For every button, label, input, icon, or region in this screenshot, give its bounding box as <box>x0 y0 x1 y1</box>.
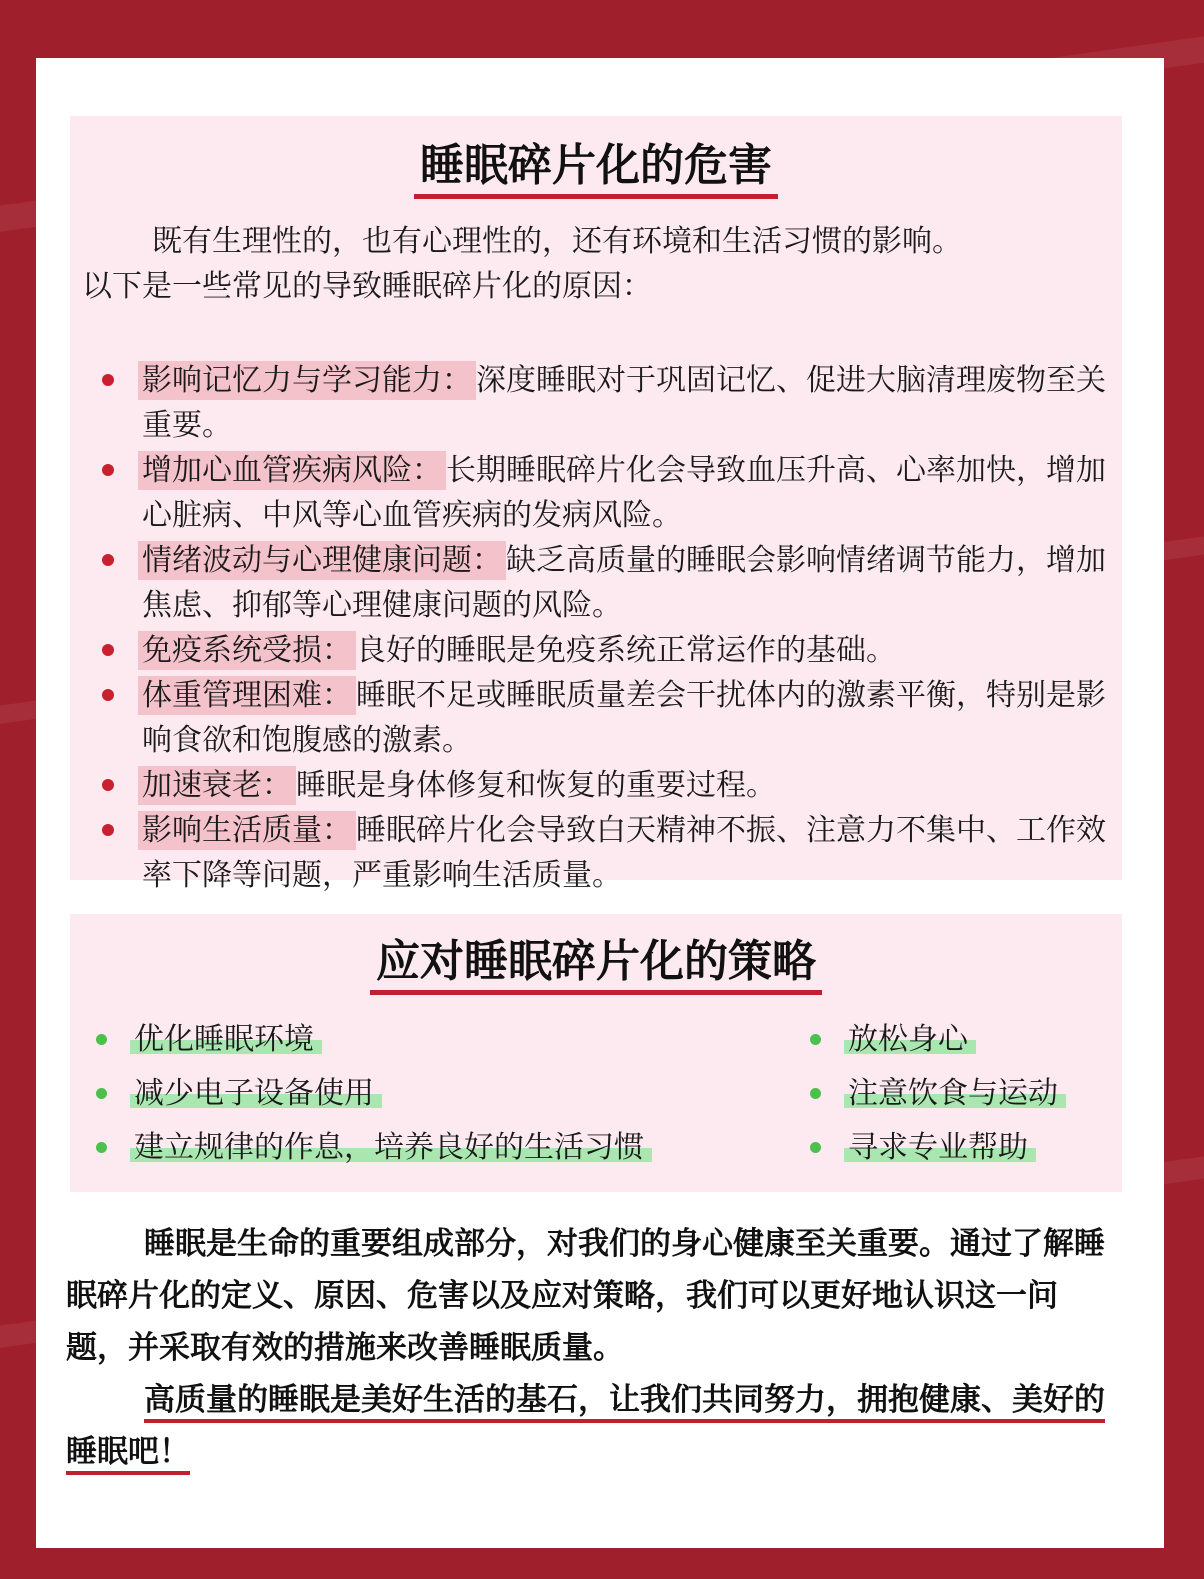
harm-label: 免疫系统受损： <box>138 631 356 670</box>
bullet-dot-icon <box>102 464 114 476</box>
strategies-panel <box>70 914 1122 1192</box>
strategy-text: 优化睡眠环境 <box>130 1022 322 1057</box>
bullet-dot-icon <box>102 689 114 701</box>
strategy-item <box>844 1074 1066 1114</box>
strategy-item <box>844 1128 1036 1168</box>
strategy-text: 注意饮食与运动 <box>844 1076 1066 1111</box>
strategy-item <box>130 1074 382 1114</box>
harm-item <box>70 358 1117 448</box>
strategy-text: 放松身心 <box>844 1022 976 1057</box>
strategy-text: 建立规律的作息，培养良好的生活习惯 <box>130 1130 652 1165</box>
harm-text: 深度睡眠对于巩固记忆、促进大脑清理废物至关重要。 <box>142 363 1106 443</box>
bullet-dot-icon <box>96 1142 107 1153</box>
bullet-dot-icon <box>102 779 114 791</box>
harm-text: 睡眠不足或睡眠质量差会干扰体内的激素平衡，特别是影响食欲和饱腹感的激素。 <box>142 678 1106 758</box>
harm-label: 影响生活质量： <box>138 811 356 850</box>
bullet-dot-icon <box>102 644 114 656</box>
harm-label: 情绪波动与心理健康问题： <box>138 541 506 580</box>
intro-line-1: 既有生理性的，也有心理性的，还有环境和生活习惯的影响。 <box>152 224 962 259</box>
bullet-dot-icon <box>810 1034 821 1045</box>
strategies-title: 应对睡眠碎片化的策略 <box>70 940 1122 995</box>
harm-item <box>70 763 1117 808</box>
harms-title: 睡眠碎片化的危害 <box>70 144 1122 199</box>
bullet-dot-icon <box>102 554 114 566</box>
bullet-dot-icon <box>810 1088 821 1099</box>
harm-label: 影响记忆力与学习能力： <box>138 361 476 400</box>
strategy-item <box>130 1020 322 1060</box>
strategy-item <box>844 1020 976 1060</box>
harm-label: 加速衰老： <box>138 766 296 805</box>
content-card <box>36 58 1164 1548</box>
harm-item <box>70 538 1117 628</box>
harm-label: 增加心血管疾病风险： <box>138 451 446 490</box>
harm-label: 体重管理困难： <box>138 676 356 715</box>
bullet-dot-icon <box>102 374 114 386</box>
bullet-dot-icon <box>96 1034 107 1045</box>
harms-intro <box>82 219 1116 309</box>
harm-text: 良好的睡眠是免疫系统正常运作的基础。 <box>356 633 896 668</box>
bullet-dot-icon <box>96 1088 107 1099</box>
closing-statement: 高质量的睡眠是美好生活的基石，让我们共同努力，拥抱健康、美好的睡眠吧！ <box>66 1374 1106 1478</box>
strategies-list <box>70 1020 1122 1180</box>
intro-line-2: 以下是一些常见的导致睡眠碎片化的原因： <box>82 269 652 304</box>
bullet-dot-icon <box>102 824 114 836</box>
strategy-text: 减少电子设备使用 <box>130 1076 382 1111</box>
harm-item <box>70 808 1117 898</box>
harm-item <box>70 448 1117 538</box>
harm-item <box>70 628 1117 673</box>
harm-text: 缺乏高质量的睡眠会影响情绪调节能力，增加焦虑、抑郁等心理健康问题的风险。 <box>142 543 1106 623</box>
harm-text: 睡眠碎片化会导致白天精神不振、注意力不集中、工作效率下降等问题，严重影响生活质量。 <box>142 813 1106 893</box>
conclusion-paragraph: 睡眠是生命的重要组成部分，对我们的身心健康至关重要。通过了解睡眠碎片化的定义、原因、危害以及应对策略，我们可以更好地认识这一问题，并采取有效的措施来改善睡眠质量。 <box>66 1226 1105 1366</box>
harms-panel <box>70 116 1122 893</box>
harm-text: 长期睡眠碎片化会导致血压升高、心率加快，增加心脏病、中风等心血管疾病的发病风险。 <box>142 453 1106 533</box>
harm-text: 睡眠是身体修复和恢复的重要过程。 <box>296 768 776 803</box>
conclusion <box>66 1218 1106 1478</box>
bullet-dot-icon <box>810 1142 821 1153</box>
harms-list <box>70 358 1122 898</box>
strategy-item <box>130 1128 652 1168</box>
strategy-text: 寻求专业帮助 <box>844 1130 1036 1165</box>
harm-item <box>70 673 1117 763</box>
